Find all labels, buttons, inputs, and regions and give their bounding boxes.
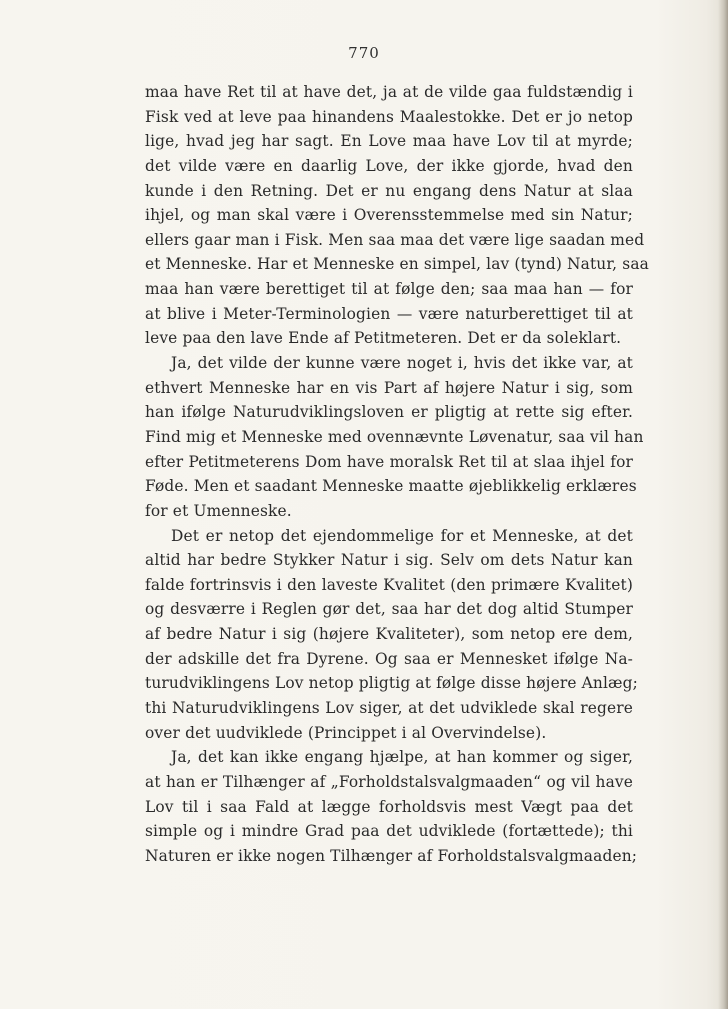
text-line: og desværre i Reglen gør det, saa har det dog altid Stumper (145, 600, 633, 619)
text-line: Lov til i saa Fald at lægge forholdsvis mest Vægt paa det (145, 797, 633, 816)
text-line: efter Petitmeterens Dom have moralsk Ret til at slaa ihjel for (145, 452, 633, 471)
text-line: kunde i den Retning. Det er nu engang dens Natur at slaa (145, 181, 633, 200)
text-line: han ifølge Naturudviklingsloven er pligtig at rette sig efter. (145, 403, 633, 422)
text-line: ellers gaar man i Fisk. Men saa maa det være lige saadan med (145, 230, 645, 249)
text-line: Naturen er ikke nogen Tilhænger af Forholdstalsvalgmaaden; (145, 846, 638, 865)
text-line: et Menneske. Har et Menneske en simpel, lav (tynd) Natur, saa (145, 255, 649, 274)
text-line: thi Naturudviklingens Lov siger, at det udviklede skal regere (145, 699, 633, 718)
text-line: leve paa den lave Ende af Petitmeteren. Det er da soleklart. (145, 329, 622, 348)
body-text (145, 80, 649, 869)
text-line: turudviklingens Lov netop pligtig at følge disse højere Anlæg; (145, 674, 638, 693)
text-line: maa han være berettiget til at følge den; saa maa han — for (145, 280, 633, 299)
text-line: maa have Ret til at have det, ja at de vilde gaa fuldstændig i (145, 83, 633, 101)
text-line: ihjel, og man skal være i Overensstemmelse med sin Natur; (145, 206, 633, 225)
text-line: af bedre Natur i sig (højere Kvaliteter), som netop ere dem, (145, 625, 633, 644)
text-line: altid har bedre Stykker Natur i sig. Selv om dets Natur kan (145, 551, 633, 570)
text-line: Find mig et Menneske med ovennævnte Løvenatur, saa vil han (145, 427, 644, 446)
text-line: lige, hvad jeg har sagt. En Love maa have Lov til at myrde; (145, 132, 633, 151)
text-line: at blive i Meter-Terminologien — være naturberettiget til at (145, 304, 633, 323)
text-line: over det uudviklede (Princippet i al Overvindelse). (145, 723, 547, 742)
text-line: simple og i mindre Grad paa det udviklede (fortættede); thi (145, 822, 633, 841)
text-line: det vilde være en daarlig Love, der ikke gjorde, hvad den (145, 156, 633, 175)
page-number: 770 (348, 44, 380, 62)
page-edge-shadow (718, 0, 728, 1009)
text-line: Fisk ved at leve paa hinandens Maalestokke. Det er jo netop (145, 107, 633, 126)
text-line: ethvert Menneske har en vis Part af højere Natur i sig, som (145, 378, 633, 397)
text-line: Ja, det kan ikke engang hjælpe, at han kommer og siger, (171, 748, 633, 767)
text-line: falde fortrinsvis i den laveste Kvalitet (den primære Kvalitet) (145, 575, 633, 594)
text-line: Ja, det vilde der kunne være noget i, hvis det ikke var, at (171, 354, 633, 373)
text-line: Føde. Men et saadant Menneske maatte øjeblikkelig erklæres (145, 477, 637, 496)
text-line: at han er Tilhænger af „Forholdstalsvalgmaaden“ og vil have (145, 772, 633, 791)
text-line: for et Umenneske. (145, 501, 292, 520)
text-line: der adskille det fra Dyrene. Og saa er Mennesket ifølge Na- (145, 649, 633, 668)
text-line: Det er netop det ejendommelige for et Menneske, at det (171, 526, 633, 545)
